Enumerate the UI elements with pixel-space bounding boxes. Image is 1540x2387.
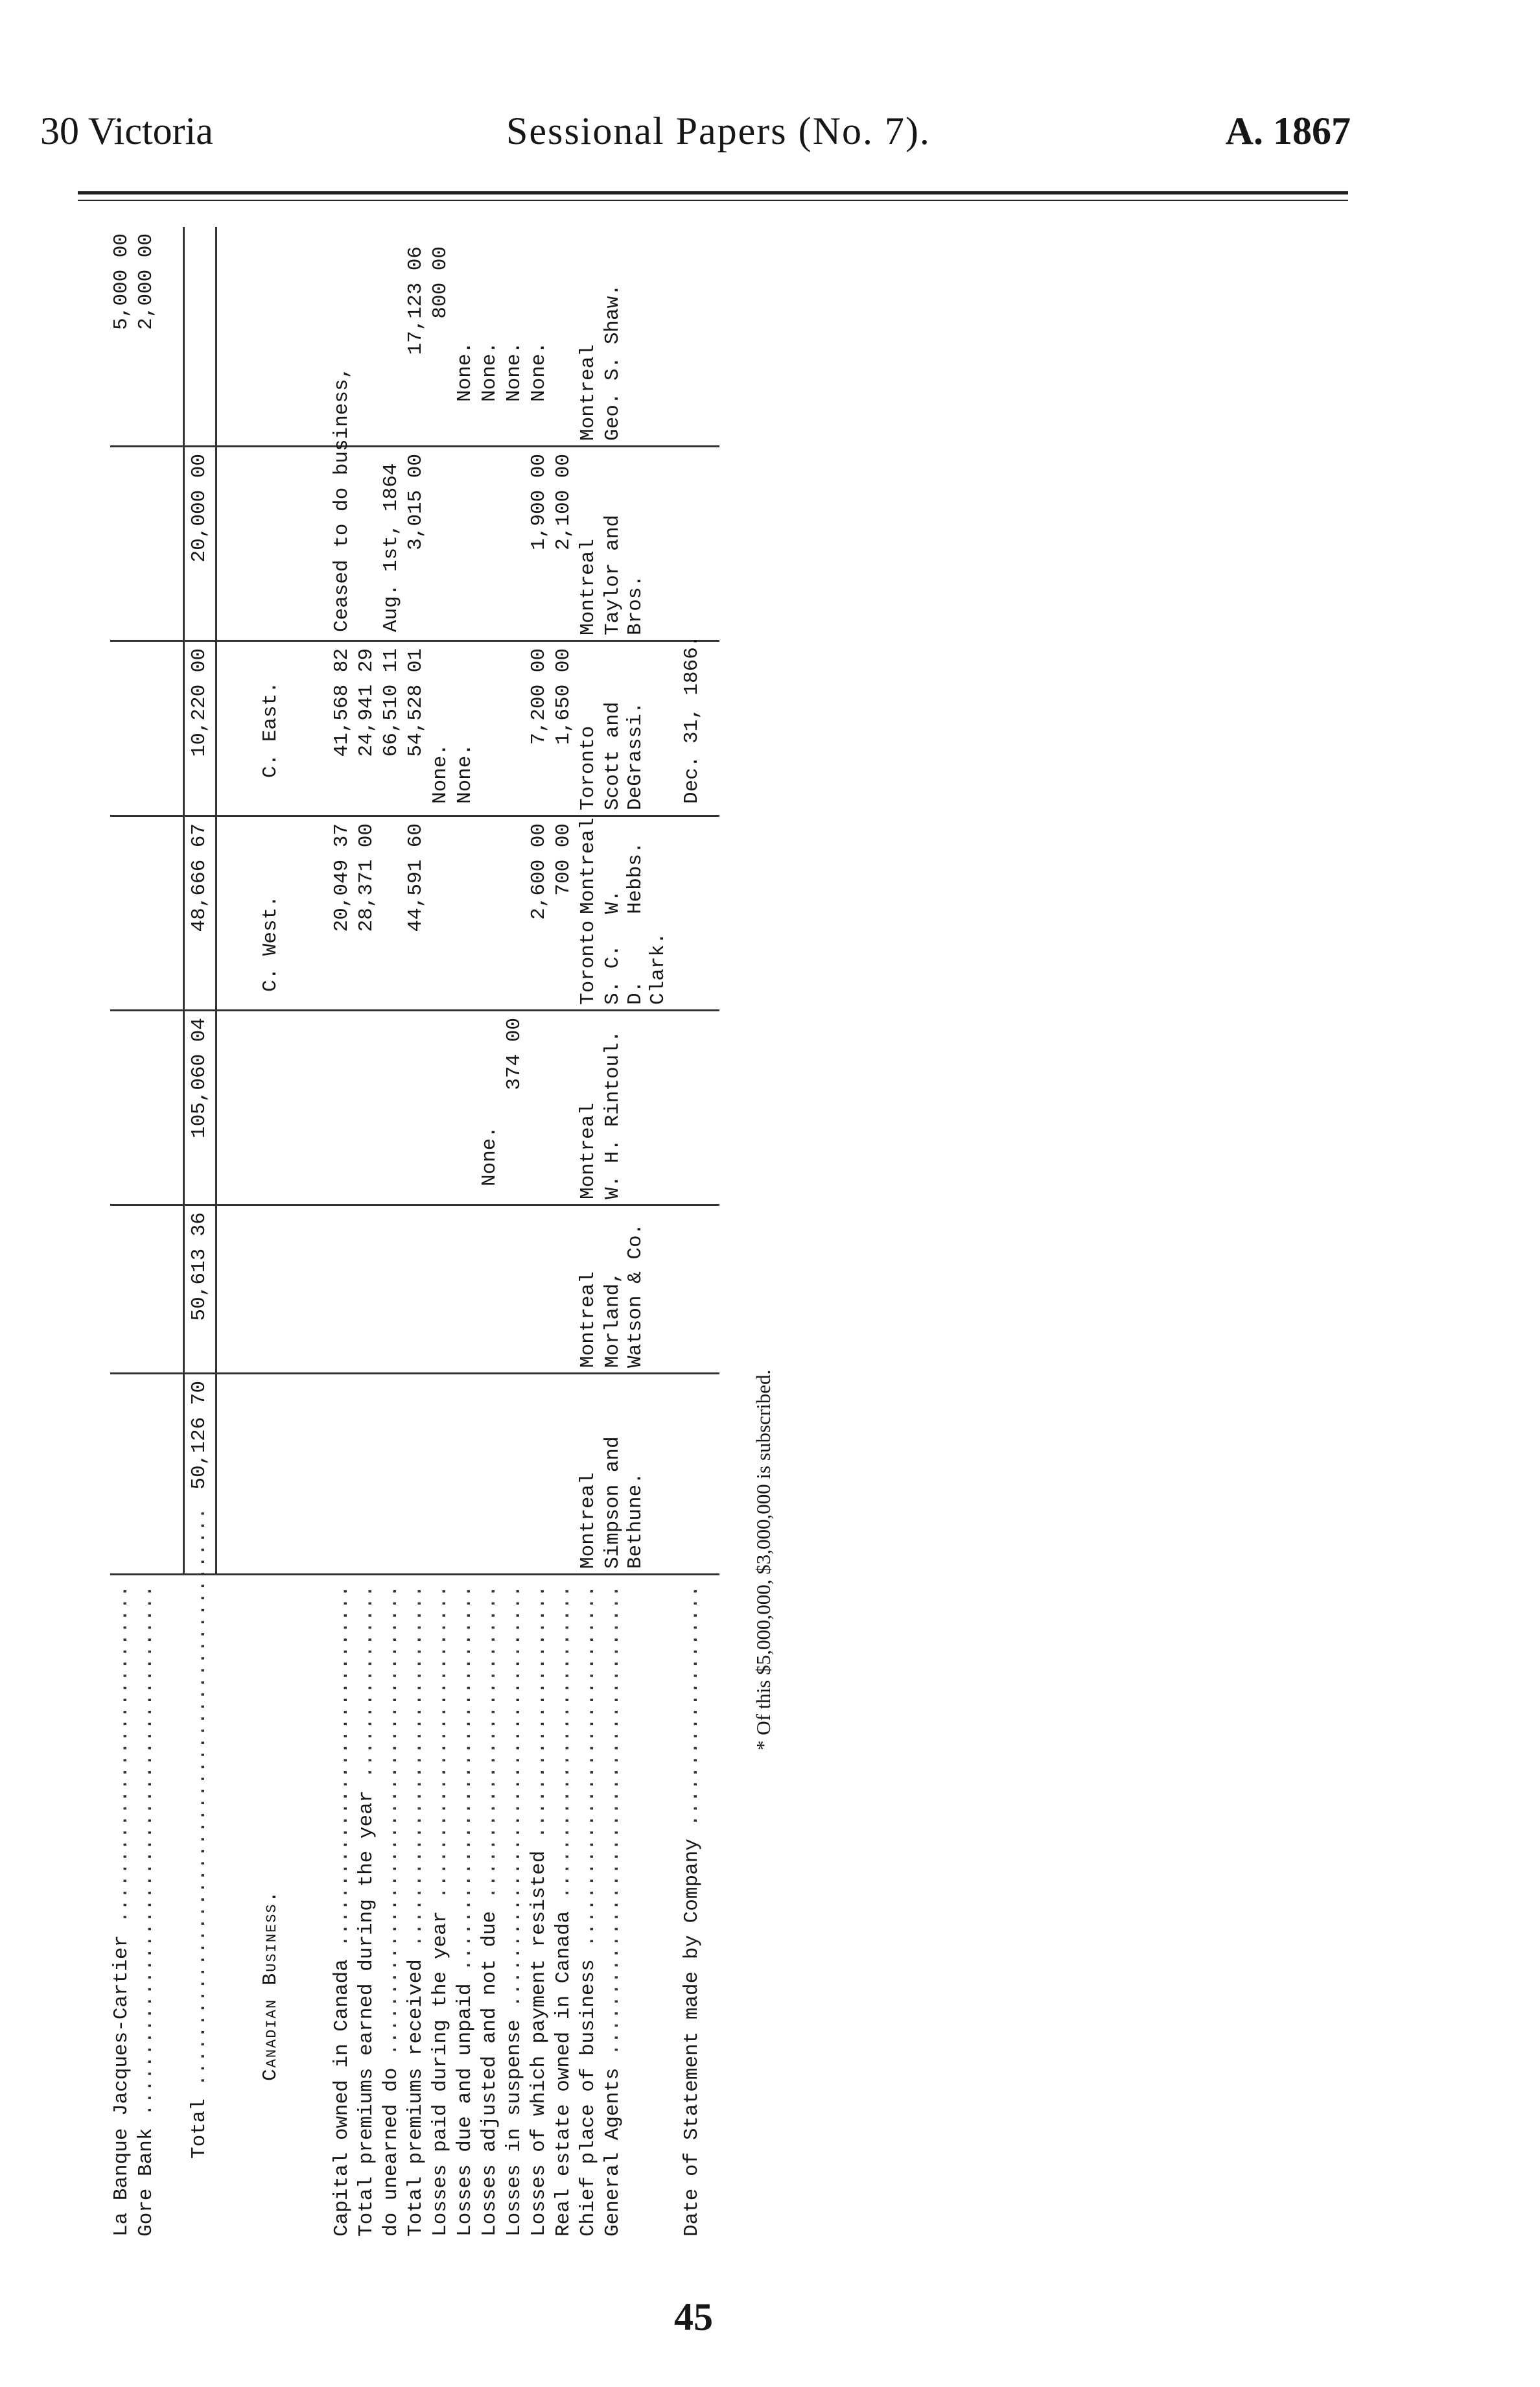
cell: 800 00 xyxy=(429,246,452,319)
total-cell: 48,666 67 xyxy=(188,823,211,932)
cell: Ceased to do business, xyxy=(331,366,353,632)
total-cell: 20,000 00 xyxy=(188,454,211,563)
total-rule xyxy=(215,227,217,1575)
cell: 41,568 82 xyxy=(331,648,353,757)
cell: 54,528 01 xyxy=(404,648,427,757)
total-rule-top xyxy=(183,227,185,1575)
cell: Aug. 1st, 1864 xyxy=(380,463,402,632)
row-label: Total ..... xyxy=(188,1511,211,2237)
row-label: Real estate owned in Canada ..... xyxy=(552,1588,575,2237)
cell: S. C. D. Clark. xyxy=(601,932,670,1005)
cell: 374 00 xyxy=(503,1018,526,1090)
cell: Montreal xyxy=(577,817,600,914)
cell: Montreal xyxy=(577,1472,600,1569)
cell: 5,000 00 xyxy=(110,233,133,330)
cell: W. H. Rintoul. xyxy=(601,1030,624,1199)
row-label: Losses of which payment resisted ..... xyxy=(528,1588,550,2237)
subheading: C. East. xyxy=(259,681,282,778)
row-label: Losses paid during the year ..... xyxy=(429,1588,452,2237)
cell: None. xyxy=(429,743,452,804)
cell: 3,015 00 xyxy=(404,454,427,550)
cell: 20,049 37 xyxy=(331,823,353,932)
cell: Montreal xyxy=(577,344,600,441)
column-divider xyxy=(110,640,719,642)
cell: 66,510 11 xyxy=(380,648,402,757)
cell: None. xyxy=(503,341,526,402)
section-heading: Canadian Business. xyxy=(259,1889,282,2081)
cell: 24,941 29 xyxy=(355,648,378,757)
column-divider xyxy=(110,1204,719,1206)
header-rule xyxy=(78,191,1348,194)
row-label: Losses in suspense ..... xyxy=(503,1588,526,2237)
cell: Geo. S. Shaw. xyxy=(601,284,624,441)
cell: 44,591 60 xyxy=(404,823,427,932)
row-label: Total premiums earned during the year ..... xyxy=(355,1588,378,2237)
cell: None. xyxy=(454,341,476,402)
row-label: Chief place of business ..... xyxy=(577,1588,600,2237)
total-cell: 105,060 04 xyxy=(188,1018,211,1139)
cell: 17,123 06 xyxy=(404,246,427,355)
cell: None. xyxy=(528,341,550,402)
cell: 1,900 00 xyxy=(528,454,550,550)
cell: 2,100 00 xyxy=(552,454,575,550)
cell: Simpson and Bethune. xyxy=(601,1436,647,1569)
column-divider xyxy=(110,1372,719,1374)
row-label: do unearned do ..... xyxy=(380,1588,402,2237)
row-label: General Agents ..... xyxy=(601,1588,624,2237)
header-title: Sessional Papers (No. 7). xyxy=(506,110,931,152)
cell: Taylor and Bros. xyxy=(601,514,647,635)
row-label: Losses adjusted and not due ..... xyxy=(478,1588,501,2237)
cell: 700 00 xyxy=(552,823,575,896)
cell: None. xyxy=(478,1125,501,1186)
row-label: Gore Bank ..... xyxy=(135,1588,158,2237)
cell: 28,371 00 xyxy=(355,823,378,932)
cell: 2,600 00 xyxy=(528,823,550,920)
cell: 7,200 00 xyxy=(528,648,550,745)
row-label: Date of Statement made by Company ..... xyxy=(681,1588,703,2237)
cell: None. xyxy=(454,743,476,804)
row-label: Capital owned in Canada ..... xyxy=(331,1588,353,2237)
page-number: 45 xyxy=(674,2296,713,2338)
cell: Scott and DeGrassi. xyxy=(601,701,647,810)
total-cell: 10,220 00 xyxy=(188,648,211,757)
cell: Toronto xyxy=(577,920,600,1005)
cell: W. Hebbs. xyxy=(601,841,647,914)
cell: Montreal xyxy=(577,1103,600,1199)
column-divider xyxy=(110,1009,719,1011)
cell: Morland, Watson & Co. xyxy=(601,1223,647,1368)
row-label: La Banque Jacques-Cartier ..... xyxy=(110,1588,133,2237)
cell: None. xyxy=(478,341,501,402)
cell: Montreal xyxy=(577,539,600,635)
column-divider xyxy=(110,445,719,447)
header-rule-thin xyxy=(78,200,1348,201)
cell: 2,000 00 xyxy=(135,233,158,330)
cell: 1,650 00 xyxy=(552,648,575,745)
header-year: A. 1867 xyxy=(1225,110,1351,152)
cell: Toronto xyxy=(577,725,600,810)
cell: Dec. 31, 1866. xyxy=(681,635,703,804)
subheading: C. West. xyxy=(259,895,282,992)
total-cell: 50,126 70 xyxy=(188,1381,211,1490)
total-cell: 50,613 36 xyxy=(188,1212,211,1321)
footnote: * Of this $5,000,000, $3,000,000 is subscribed. xyxy=(752,1369,775,1750)
cell: Montreal xyxy=(577,1271,600,1368)
rotated-table xyxy=(71,227,719,2237)
header-volume: 30 Victoria xyxy=(40,110,213,152)
row-label: Total premiums received ..... xyxy=(404,1588,427,2237)
row-label: Losses due and unpaid ..... xyxy=(454,1588,476,2237)
